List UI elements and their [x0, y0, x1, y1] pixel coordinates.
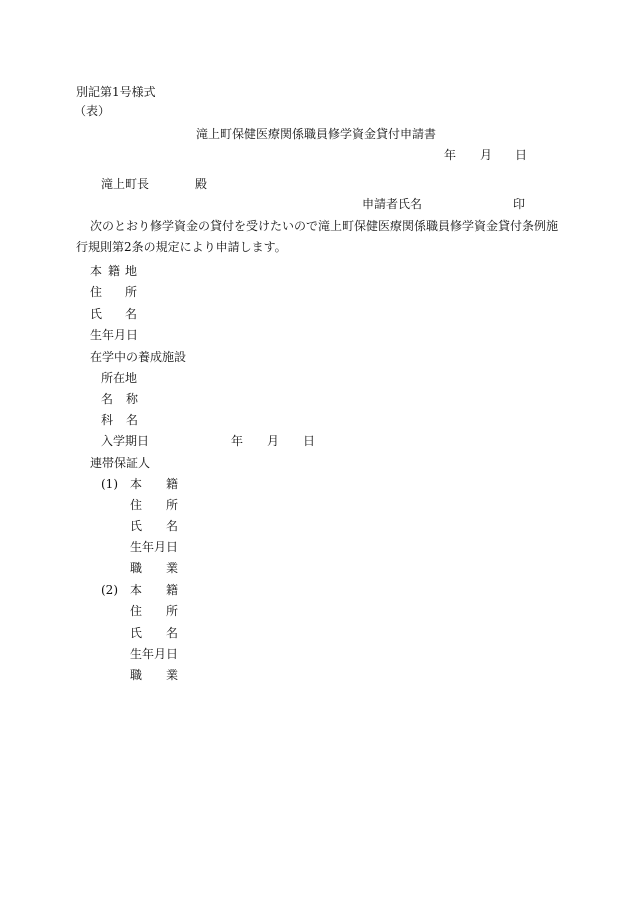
document-title: 滝上町保健医療関係職員修学資金貸付申請書 — [196, 127, 437, 141]
guarantor-2-honseki-char-1: 本 — [130, 583, 143, 597]
guarantor-2-honseki-char-2: 籍 — [166, 583, 179, 597]
form-side: （表） — [74, 104, 111, 118]
field-shimei-char-2: 名 — [125, 307, 138, 321]
school-location: 所在地 — [101, 371, 138, 385]
admission-day: 日 — [303, 434, 316, 448]
guarantor-1-shimei-char-1: 氏 — [130, 519, 143, 533]
applicant-name-label: 申請者氏名 — [362, 197, 423, 211]
guarantor-label: 連帯保証人 — [90, 456, 151, 470]
guarantor-1-jusho-char-1: 住 — [130, 498, 143, 512]
guarantor-2-number: (2) — [101, 583, 118, 597]
guarantor-1-jusho-char-2: 所 — [166, 498, 179, 512]
school-name-char-1: 名 — [101, 392, 114, 406]
guarantor-2-jusho-char-1: 住 — [130, 604, 143, 618]
seal-mark: 印 — [513, 197, 526, 211]
guarantor-2-shimei-char-2: 名 — [166, 626, 179, 640]
guarantor-1-shokugyo-char-1: 職 — [130, 561, 143, 575]
school-name-char-2: 称 — [126, 392, 139, 406]
guarantor-2-seinengappi: 生年月日 — [130, 647, 179, 661]
addressee-honorific: 殿 — [195, 177, 208, 191]
addressee-name: 滝上町長 — [101, 177, 150, 191]
guarantor-1-seinengappi: 生年月日 — [130, 540, 179, 554]
school-course-char-1: 科 — [101, 413, 114, 427]
field-seinengappi: 生年月日 — [90, 328, 139, 342]
admission-month: 月 — [267, 434, 280, 448]
date-day: 日 — [515, 148, 528, 162]
field-honseki-char-3: 地 — [125, 264, 138, 278]
paragraph-line-1: 次のとおり修学資金の貸付を受けたいので滝上町保健医療関係職員修学資金貸付条例施 — [90, 219, 559, 233]
field-honseki-char-1: 本 — [90, 264, 103, 278]
field-shimei-char-1: 氏 — [90, 307, 103, 321]
guarantor-1-shimei-char-2: 名 — [166, 519, 179, 533]
field-jusho-char-2: 所 — [125, 285, 138, 299]
form-number: 別記第1号様式 — [76, 85, 156, 99]
school-label: 在学中の養成施設 — [90, 350, 187, 364]
guarantor-2-shokugyo-char-2: 業 — [166, 668, 179, 682]
guarantor-2-shokugyo-char-1: 職 — [130, 668, 143, 682]
admission-year: 年 — [231, 434, 244, 448]
date-year: 年 — [444, 148, 457, 162]
guarantor-1-honseki-char-1: 本 — [130, 477, 143, 491]
school-course-char-2: 名 — [126, 413, 139, 427]
field-honseki-char-2: 籍 — [108, 264, 121, 278]
guarantor-1-number: (1) — [101, 477, 118, 491]
guarantor-2-shimei-char-1: 氏 — [130, 626, 143, 640]
admission-label: 入学期日 — [101, 434, 150, 448]
guarantor-1-shokugyo-char-2: 業 — [166, 561, 179, 575]
guarantor-2-jusho-char-2: 所 — [166, 604, 179, 618]
paragraph-line-2: 行規則第2条の規定により申請します。 — [76, 240, 287, 254]
field-jusho-char-1: 住 — [90, 285, 103, 299]
guarantor-1-honseki-char-2: 籍 — [166, 477, 179, 491]
date-month: 月 — [480, 148, 493, 162]
